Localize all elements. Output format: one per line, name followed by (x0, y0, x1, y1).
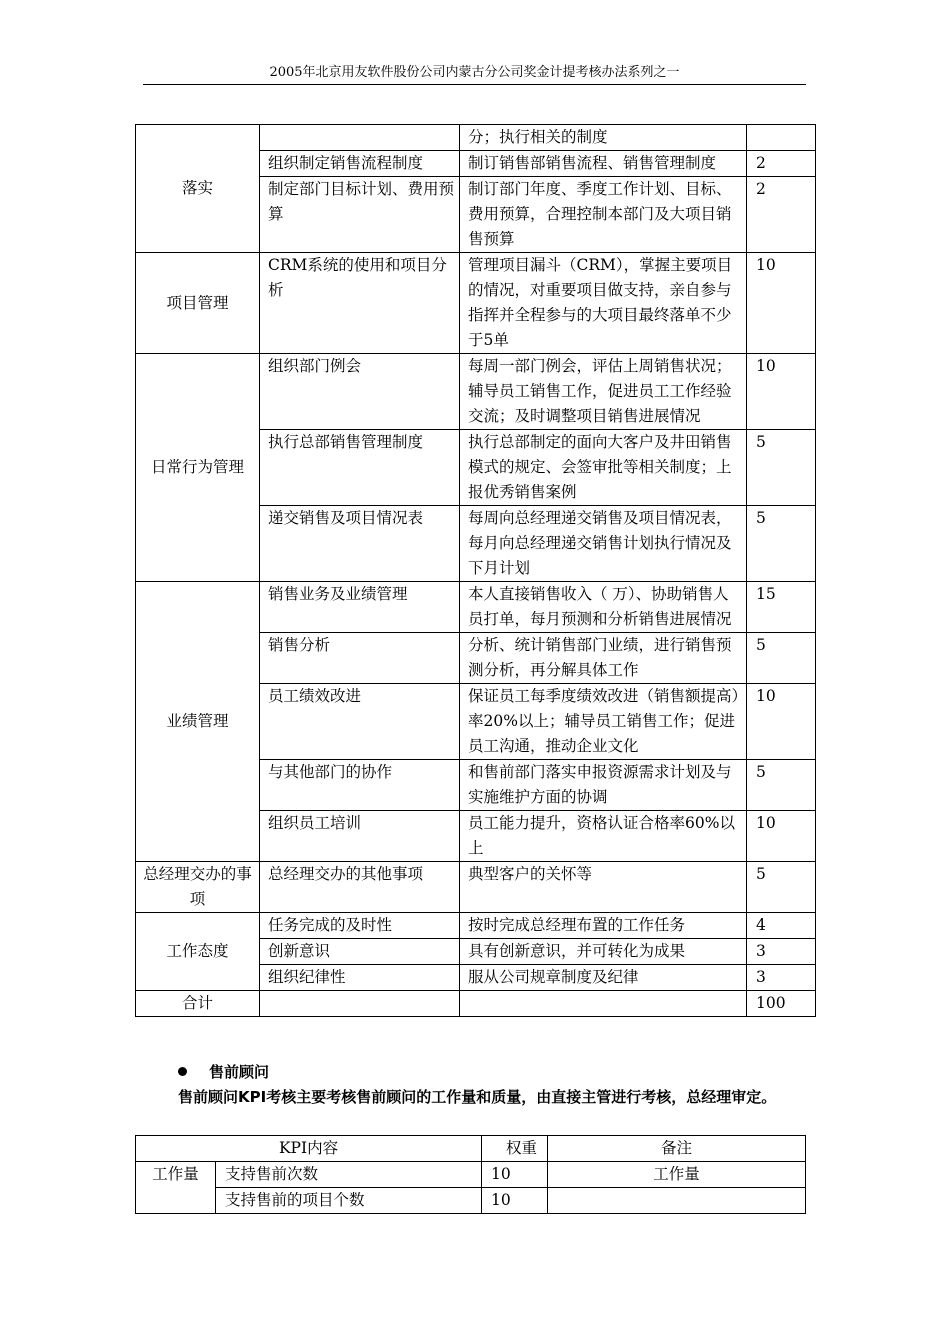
kpi-table-sales-manager (135, 124, 816, 1017)
item-cell: 组织制定销售流程制度 (260, 151, 460, 177)
section-paragraph: 售前顾问KPI考核主要考核售前顾问的工作量和质量，由直接主管进行考核，总经理审定。 (178, 1088, 777, 1106)
weight-cell: 10 (747, 811, 816, 862)
table-row (136, 253, 816, 354)
description-cell: 分析、统计销售部门业绩，进行销售预测分析，再分解具体工作 (460, 633, 747, 684)
total-weight: 100 (747, 991, 816, 1017)
note-cell (548, 1188, 806, 1214)
item-cell: CRM系统的使用和项目分析 (260, 253, 460, 354)
kpi-table-presales (135, 1135, 806, 1214)
table-row (136, 125, 816, 151)
table-row (136, 1188, 806, 1214)
table-row (136, 913, 816, 939)
item-cell: 与其他部门的协作 (260, 760, 460, 811)
weight-cell: 4 (747, 913, 816, 939)
description-cell: 和售前部门落实申报资源需求计划及与实施维护方面的协调 (460, 760, 747, 811)
weight-cell: 10 (747, 253, 816, 354)
weight-cell: 2 (747, 177, 816, 253)
section-heading-text: 售前顾问 (209, 1063, 270, 1081)
category-cell: 工作态度 (136, 913, 260, 991)
description-cell (460, 991, 747, 1017)
item-cell: 总经理交办的其他事项 (260, 862, 460, 913)
description-cell: 执行总部制定的面向大客户及井田销售模式的规定、会签审批等相关制度；上报优秀销售案例 (460, 430, 747, 506)
description-cell: 本人直接销售收入（ 万）、协助销售人员打单，每月预测和分析销售进展情况 (460, 582, 747, 633)
item-cell: 支持售前的项目个数 (216, 1188, 482, 1214)
category-cell: 项目管理 (136, 253, 260, 354)
item-cell: 执行总部销售管理制度 (260, 430, 460, 506)
item-cell (260, 125, 460, 151)
page-header-title: 2005年北京用友软件股份公司内蒙古分公司奖金计提考核办法系列之一 (269, 65, 680, 80)
category-cell: 工作量 (136, 1162, 216, 1214)
weight-cell: 2 (747, 151, 816, 177)
weight-cell: 5 (747, 760, 816, 811)
description-cell: 员工能力提升，资格认证合格率60%以上 (460, 811, 747, 862)
note-cell: 工作量 (548, 1162, 806, 1188)
weight-cell: 5 (747, 430, 816, 506)
bullet-icon (178, 1067, 187, 1076)
item-cell: 员工绩效改进 (260, 684, 460, 760)
header-kpi-content: KPI内容 (136, 1136, 482, 1162)
category-cell: 总经理交办的事项 (136, 862, 260, 913)
header-weight: 权重 (482, 1136, 548, 1162)
description-cell: 典型客户的关怀等 (460, 862, 747, 913)
description-cell: 分；执行相关的制度 (460, 125, 747, 151)
header-note: 备注 (548, 1136, 806, 1162)
item-cell: 制定部门目标计划、费用预算 (260, 177, 460, 253)
weight-cell: 10 (482, 1162, 548, 1188)
weight-cell: 5 (747, 862, 816, 913)
description-cell: 按时完成总经理布置的工作任务 (460, 913, 747, 939)
item-cell: 组织员工培训 (260, 811, 460, 862)
category-cell: 落实 (136, 125, 260, 253)
item-cell: 创新意识 (260, 939, 460, 965)
weight-cell: 5 (747, 506, 816, 582)
description-cell: 每周一部门例会，评估上周销售状况；辅导员工销售工作，促进员工工作经验交流；及时调整项目销售进展情况 (460, 354, 747, 430)
description-cell: 制订销售部销售流程、销售管理制度 (460, 151, 747, 177)
item-cell: 支持售前次数 (216, 1162, 482, 1188)
item-cell: 递交销售及项目情况表 (260, 506, 460, 582)
description-cell: 每周向总经理递交销售及项目情况表，每月向总经理递交销售计划执行情况及下月计划 (460, 506, 747, 582)
description-cell: 制订部门年度、季度工作计划、目标、费用预算，合理控制本部门及大项目销售预算 (460, 177, 747, 253)
description-cell: 服从公司规章制度及纪律 (460, 965, 747, 991)
weight-cell: 5 (747, 633, 816, 684)
table-header-row (136, 1136, 806, 1162)
item-cell (260, 991, 460, 1017)
total-label: 合计 (136, 991, 260, 1017)
weight-cell: 10 (482, 1188, 548, 1214)
category-cell: 业绩管理 (136, 582, 260, 862)
table-row (136, 1162, 806, 1188)
weight-cell: 10 (747, 684, 816, 760)
weight-cell: 15 (747, 582, 816, 633)
table-row (136, 582, 816, 633)
section-heading (178, 1061, 269, 1083)
description-cell: 保证员工每季度绩效改进（销售额提高）率20%以上；辅导员工销售工作；促进员工沟通，推动企业文化 (460, 684, 747, 760)
table-row (136, 862, 816, 913)
total-row (136, 991, 816, 1017)
weight-cell: 3 (747, 965, 816, 991)
item-cell: 销售分析 (260, 633, 460, 684)
item-cell: 销售业务及业绩管理 (260, 582, 460, 633)
category-cell: 日常行为管理 (136, 354, 260, 582)
weight-cell: 10 (747, 354, 816, 430)
item-cell: 任务完成的及时性 (260, 913, 460, 939)
description-cell: 管理项目漏斗（CRM），掌握主要项目的情况，对重要项目做支持，亲自参与指挥并全程参与的大项目最终落单不少于5单 (460, 253, 747, 354)
item-cell: 组织纪律性 (260, 965, 460, 991)
item-cell: 组织部门例会 (260, 354, 460, 430)
header-rule (143, 84, 806, 85)
table-row (136, 354, 816, 430)
weight-cell (747, 125, 816, 151)
weight-cell: 3 (747, 939, 816, 965)
description-cell: 具有创新意识，并可转化为成果 (460, 939, 747, 965)
